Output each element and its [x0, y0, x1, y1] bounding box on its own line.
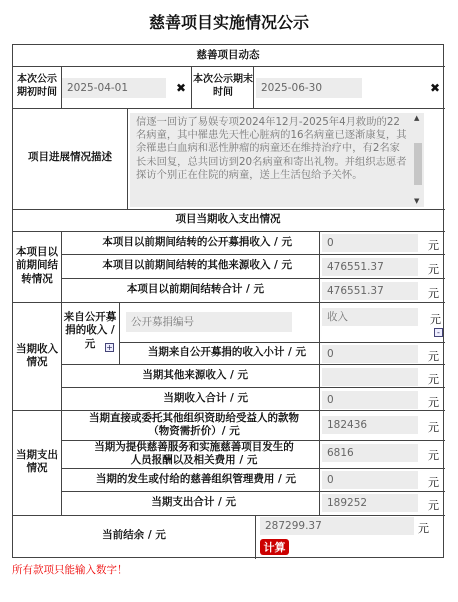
calculate-button[interactable]: 计算: [260, 539, 289, 555]
fundraising-number-input[interactable]: [126, 312, 292, 332]
expense-total-input[interactable]: [322, 494, 418, 512]
public-income-amount-input[interactable]: [322, 308, 418, 326]
start-date-input[interactable]: [62, 78, 166, 98]
end-date-label: 本次公示期末时间: [193, 74, 253, 98]
prior-other-input[interactable]: [322, 258, 418, 276]
prior-public-input[interactable]: [322, 234, 418, 252]
income-total-label: 当期收入合计 / 元: [163, 391, 248, 404]
prior-public-label: 本项目以前期间结转的公开募捐收入 / 元: [102, 235, 292, 248]
public-income-subtotal-input[interactable]: [322, 345, 418, 363]
remove-public-income-button[interactable]: -: [434, 328, 443, 337]
income-group-label: 当期收入情况: [16, 342, 58, 368]
scrollbar-thumb[interactable]: [414, 143, 422, 185]
unit-label: 元: [428, 476, 439, 489]
expense-group-label: 当期支出情况: [16, 448, 58, 474]
unit-label: 元: [430, 313, 441, 326]
unit-label: 元: [428, 396, 439, 409]
balance-input[interactable]: [260, 517, 414, 535]
prior-total-label: 本项目以前期间结转合计 / 元: [126, 283, 264, 296]
progress-description-label: 项目进展情况描述: [28, 151, 112, 164]
description-scrollbar[interactable]: [412, 113, 424, 207]
unit-label: 元: [428, 239, 439, 252]
unit-label: 元: [418, 522, 429, 535]
numeric-warning: 所有款项只能输入数字！: [12, 564, 128, 576]
unit-label: 元: [428, 263, 439, 276]
dynamics-header: 慈善项目动态: [196, 48, 260, 61]
prior-other-label: 本项目以前期间结转的其他来源收入 / 元: [102, 259, 292, 272]
income-total-input[interactable]: [322, 391, 418, 409]
unit-label: 元: [428, 287, 439, 300]
balance-label: 当前结余 / 元: [102, 529, 166, 542]
service-cost-label: 当期为提供慈善服务和实施慈善项目发生的人员报酬以及相关费用 / 元: [94, 440, 294, 466]
unit-label: 元: [428, 449, 439, 462]
clear-start-date-icon[interactable]: ✖: [176, 81, 187, 95]
direct-aid-input[interactable]: [322, 416, 418, 434]
admin-fee-label: 当期的发生或付给的慈善组织管理费用 / 元: [95, 472, 296, 485]
start-date-label: 本次公示期初时间: [17, 74, 57, 98]
expense-total-label: 当期支出合计 / 元: [151, 495, 236, 508]
scroll-down-icon[interactable]: ▼: [414, 197, 420, 205]
add-public-income-button[interactable]: +: [106, 343, 113, 352]
unit-label: 元: [428, 499, 439, 512]
unit-label: 元: [428, 350, 439, 363]
public-income-subtotal-label: 当期来自公开募捐的收入小计 / 元: [147, 346, 306, 359]
unit-label: 元: [428, 373, 439, 386]
prior-group-label: 本项目以前期间结转情况: [16, 246, 58, 285]
admin-fee-input[interactable]: [322, 471, 418, 489]
finance-header: 项目当期收入支出情况: [175, 213, 281, 226]
direct-aid-label: 当期直接或委托其他组织资助给受益人的款物（物资需折价）/ 元: [89, 411, 299, 437]
page-title: 慈善项目实施情况公示: [148, 13, 309, 32]
public-income-label: 来自公开募捐的收入 / 元: [63, 311, 117, 350]
progress-description-textarea[interactable]: 信逐一回访了易娱专项2024年12月-2025年4月救助的22名病童，其中罹患先天性心脏病的16名病童已逐渐康复，其余罹患白血病和恶性肿瘤的病童还在维持治疗中，有2名家长未回复，总共回访到20名病童和寄出礼物。并组织志愿者探访个别正在住院的病童，送上生活包给予关怀。: [130, 113, 412, 207]
service-cost-input[interactable]: [322, 444, 418, 462]
unit-label: 元: [428, 421, 439, 434]
other-income-label: 当期其他来源收入 / 元: [142, 368, 248, 381]
clear-end-date-icon[interactable]: ✖: [430, 81, 441, 95]
other-income-input[interactable]: [322, 368, 418, 386]
end-date-input[interactable]: [256, 78, 362, 98]
scroll-up-icon[interactable]: ▲: [414, 114, 420, 122]
prior-total-input[interactable]: [322, 282, 418, 300]
